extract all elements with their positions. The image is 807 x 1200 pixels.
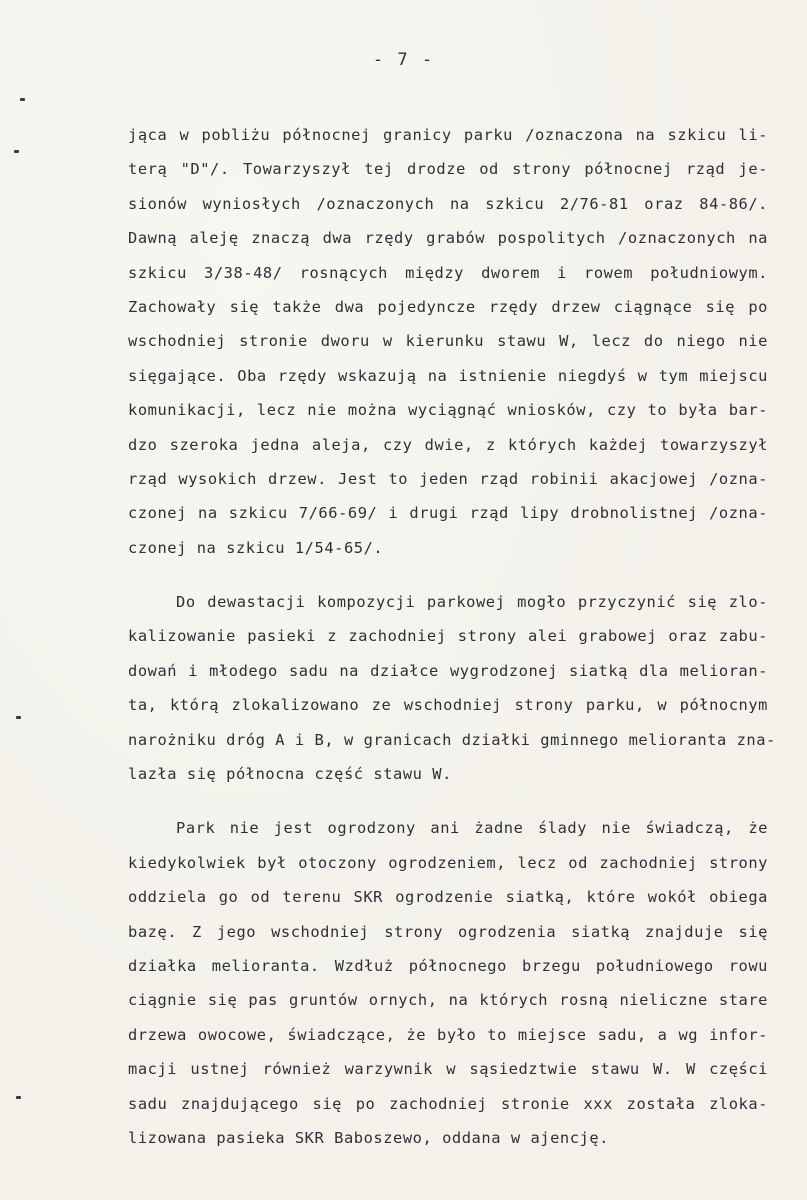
text-line: narożniku dróg A i B, w granicach działki gminnego melioranta zna-: [128, 730, 776, 749]
text-line: sięgające. Oba rzędy wskazują na istnienie niegdyś w tym miejscu: [128, 366, 768, 385]
text-line: działka melioranta. Wzdłuż północnego brzegu południowego rowu: [128, 956, 768, 975]
text-line: bazę. Z jego wschodniej strony ogrodzenia siatką znajduje się: [128, 922, 768, 941]
text-line: macji ustnej również warzywnik w sąsiedztwie stawu W. W części: [128, 1060, 768, 1079]
margin-mark: [14, 150, 19, 153]
document-body: [128, 118, 776, 1155]
margin-mark: [16, 1096, 21, 1099]
text-line: Do dewastacji kompozycji parkowej mogło przyczynić się zlo-: [176, 593, 768, 612]
text-line: kalizowanie pasieki z zachodniej strony alei grabowej oraz zabu-: [128, 627, 768, 646]
text-line: ciągnie się pas gruntów ornych, na których rosną nieliczne stare: [128, 991, 768, 1010]
text-line: czonej na szkicu 7/66-69/ i drugi rząd lipy drobnolistnej /ozna-: [128, 504, 768, 523]
text-line: sadu znajdującego się po zachodniej stronie xxx została zloka-: [128, 1094, 768, 1113]
page-number: - 7 -: [372, 50, 435, 70]
text-line: wschodniej stronie dworu w kierunku stawu W, lecz do niego nie: [128, 332, 768, 351]
text-line: jąca w pobliżu północnej granicy parku /oznaczona na szkicu li-: [128, 126, 768, 144]
text-line: terą "D"/. Towarzyszył tej drodze od strony północnej rząd je-: [128, 160, 768, 179]
text-line: czonej na szkicu 1/54-65/.: [128, 538, 384, 557]
text-line: Dawną aleję znaczą dwa rzędy grabów pospolitych /oznaczonych na: [128, 229, 768, 248]
text-line: dzo szeroka jedna aleja, czy dwie, z których każdej towarzyszył: [128, 435, 768, 454]
margin-mark: [20, 98, 25, 101]
text-line: lazła się północna część stawu W.: [128, 765, 452, 784]
text-line: szkicu 3/38-48/ rosnących między dworem i rowem południowym.: [128, 263, 768, 282]
text-line: kiedykolwiek był otoczony ogrodzeniem, lecz od zachodniej strony: [128, 853, 768, 872]
text-line: Park nie jest ogrodzony ani żadne ślady nie świadczą, że: [176, 819, 768, 838]
paragraph-2: [128, 585, 776, 791]
text-line: oddziela go od terenu SKR ogrodzenie siatką, które wokół obiega: [128, 888, 768, 907]
text-line: komunikacji, lecz nie można wyciągnąć wniosków, czy to była bar-: [128, 401, 768, 420]
text-line: rząd wysokich drzew. Jest to jeden rząd robinii akacjowej /ozna-: [128, 469, 768, 488]
text-line: sionów wyniosłych /oznaczonych na szkicu 2/76-81 oraz 84-86/.: [128, 194, 768, 213]
margin-mark: [16, 716, 21, 719]
paragraph-1: [128, 118, 768, 565]
paragraph-3: [128, 811, 768, 1155]
text-line: drzewa owocowe, świadczące, że było to miejsce sadu, a wg infor-: [128, 1025, 768, 1044]
text-line: lizowana pasieka SKR Baboszewo, oddana w ajencję.: [128, 1128, 609, 1147]
text-line: Zachowały się także dwa pojedyncze rzędy drzew ciągnące się po: [128, 297, 768, 316]
text-line: ta, którą zlokalizowano ze wschodniej strony parku, w północnym: [128, 696, 768, 715]
text-line: dowań i młodego sadu na działce wygrodzonej siatką dla melioran-: [128, 661, 768, 680]
